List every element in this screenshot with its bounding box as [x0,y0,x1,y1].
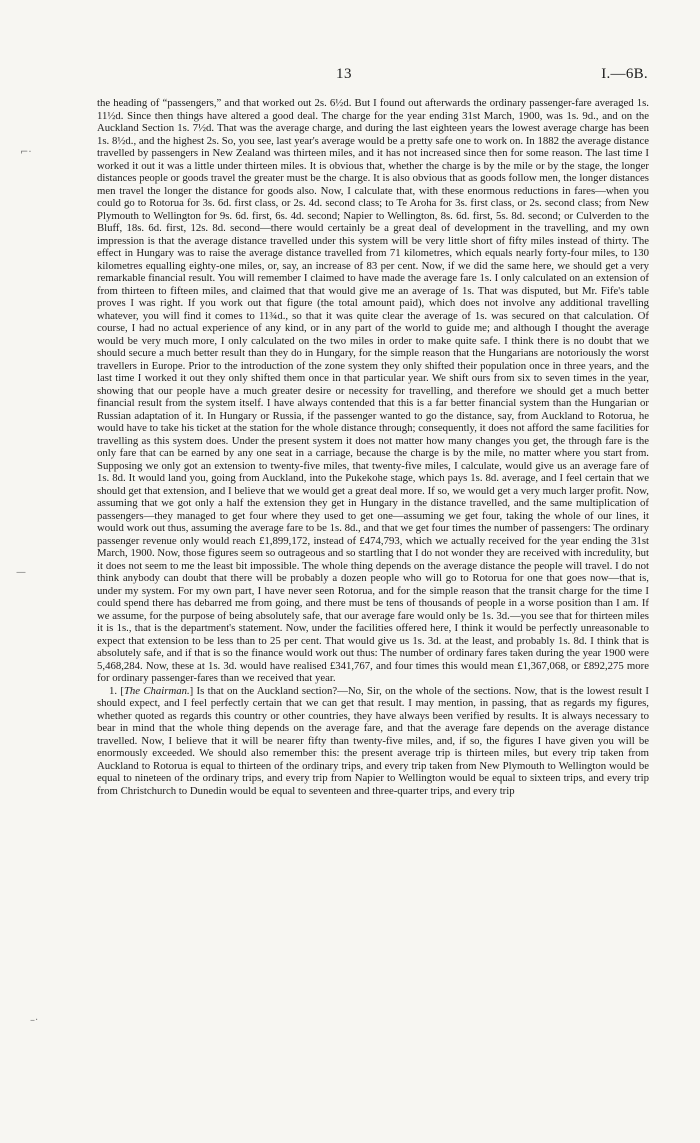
body-text [97,97,649,797]
question-number: 1. [109,684,118,697]
page-number: 13 [336,66,352,82]
page-header [0,66,700,88]
margin-tick-mark: — [16,567,26,578]
speaker-name: The Chairman. [123,684,190,697]
paragraph: 1. [The Chairman.] Is that on the Auckland section?—No, Sir, on the whole of the sections. Now, that is the lowest result I should expect, and I feel perfectly certain that we can get that result. I may mention, in passing, that as regards my figures, whether quoted as regards this country or other countries, they have always been verified by results. It is always necessary to bear in mind that the whole thing depends on the average fare, and that the average fare depends on the average distance travelled. Now, I believe that it will be nearer fifty than twenty-five miles, and, if so, the figures I have given you will be enormously exceeded. We should also remember this: the present average trip is thirteen miles, but every trip taken from Auckland to Rotorua is equal to thirteen of the ordinary trips, and every trip taken from New Plymouth to Wellington would be equal to nineteen of the ordinary trips, and every trip from Napier to Wellington would be equal to sixteen trips, and every trip from Christchurch to Dunedin would be equal to seventeen and three-quarter trips, and every trip [97,684,649,797]
document-reference: I.—6B. [601,66,648,82]
paragraph: the heading of “passengers,” and that worked out 2s. 6½d. But I found out afterwards the ordinary passenger-fare averaged 1s. 11½d. Since then things have altered a good deal. The charge for the year ending 31st March, 1900, was 1s. 9d., and on the Auckland Section 1s. 7½d. That was the average charge, and during the last eighteen years the lowest average charge has been 1s. 8½d., and the highest 2s. So, you see, last year's average would be a pretty safe one to work on. In 1882 the average distance travelled by passengers in New Zealand was thirteen miles, and it has not increased since then for some reason. The last time I worked it out it was a little under thirteen miles. It is obvious that, whether the charge is by the mile or by the stage, the longer distances people or goods travel the greater must be the charge. It is also obvious that as goods follow men, the longer distances men travel the longer the distance for goods also. Now, I calculate that, with these enormous reductions in fares—when you could go to Rotorua for 3s. 6d. first class, or 2s. 4d. second class; to Te Aroha for 3s. first class, or 2s. second class; from New Plymouth to Wellington for 9s. 6d. first, 6s. 4d. second; Napier to Wellington, 8s. 6d. first, 5s. 8d. second; or Culverden to the Bluff, 18s. 6d. first, 12s. 8d. second—there would certainly be a great deal of development in the travelling, and my own impression is that the average distance travelled under this system will be very little short of fifty miles instead of thirty. The effect in Hungary was to raise the average distance travelled from 71 kilometres, which equals nearly forty-four miles, to 130 kilometres equalling eighty-one miles, or, say, an increase of 83 per cent. Now, if we did the same here, we should get a very remarkable financial result. You will remember I claimed to have made the average fare 1s. I only calculated on an extension of from thirteen to fifteen miles, and claimed that that would give me an average of 1s. That was disputed, but Mr. Fife's table proves I was right. If you work out that figure (the total amount paid), which does not involve any additional travelling whatever, you will find it comes to 11¾d., so that it was quite clear the average of 1s. was secured on that calculation. Of course, I had no actual experience of any kind, or in any part of the world to guide me; and although I thought the average would be very much more, I only calculated on the two miles in order to make quite safe. I think there is no doubt that we should secure a much better result than they do in Hungary, for the simple reason that the Hungarians are notoriously the worst travellers in Europe. Prior to the introduction of the zone system they only shifted their population once in three years, and the last time I worked it out they only shifted them once in that particular year. We shift ours from six to seven times in the year, showing that our people have a much greater desire or necessity for travelling, and therefore we should get a much better financial result from the system itself. I have always contended that this is a far better financial system than the Hungarian or Russian adaptation of it. In Hungary or Russia, if the passenger wanted to go the distance, say, from Auckland to Rotorua, he would have to take his ticket at the station for the whole distance through; consequently, it does not afford the same facilities for travelling as this system does. Under the present system it does not matter how many changes you get, the through fare is the only fare that can be earned by any one seat in a carriage, because the charge is by the mile, no matter where you start from. Supposing we only got an extension to twenty-five miles, that twenty-five miles, I calculate, would give us an average fare of 1s. 8d. It would land you, going from Auckland, into the Pukekohe stage, which pays 1s. 8d. average, and I feel certain that we should get that extension, and I believe that we would get a great deal more. If so, we would get a very much larger profit. Now, assuming that we got only a half the extension they get in Hungary in the distance travelled, and the same multiplication of passengers—they managed to get four where they used to get one—assuming we get four, taking the whole of our lines, it would work out thus, assuming the average fare to be 1s. 8d., and that we get four times the number of passengers: The ordinary passenger revenue only would reach £1,899,172, instead of £474,793, which we actually received for the year ending the 31st March, 1900. Now, those figures seem so outrageous and so startling that I do not wonder they are received with incredulity, but it does not seem to me the least bit impossible. The whole thing depends on the average distance the people will travel. I do not think anybody can doubt that there will be probably a dozen people who will go to Rotorua for one that goes now—that is, under my system. For my own part, I have never seen Rotorua, and for the simple reason that the transit charge for the time I could spend there has debarred me from going, and there must be tens of thousands of people in a worse position than I am. If we assume, for the purpose of being absolutely safe, that our average fare would only be 1s. 3d.—you see that for thirteen miles it is 1s., that is the department's statement. Now, under the facilities offered here, I think it would be perfectly unreasonable to expect that extension to be less than to 25 per cent. That would give us 1s. 3d. at the least, and probably 1s. 8d. I think that is absolutely safe, and if that is so the finance would work out thus: The number of ordinary fares taken during the year 1900 were 5,468,284. Now, these at 1s. 3d. would have realised £341,767, and four times this would mean £1,367,068, or £892,275 more for ordinary passenger-fares than we received that year. [97,97,649,684]
margin-tick-mark: –· [30,1015,39,1026]
paragraph-text: ] Is that on the Auckland section?—No, Sir, on the whole of the sections. Now, that is the lowest result I should expect, and I feel perfectly certain that we can get that result. I may mention, in passing, that as regards my figures, whether quoted as regards this country or other countries, they have always been verified by results. It is always necessary to bear in mind that the whole thing depends on the average fare, and that the average fare depends on the average distance travelled. Now, I believe that it will be nearer fifty than twenty-five miles, and, if so, the figures I have given you will be enormously exceeded. We should also remember this: the present average trip is thirteen miles, but every trip taken from Auckland to Rotorua is equal to thirteen of the ordinary trips, and every trip taken from New Plymouth to Wellington would be equal to nineteen of the ordinary trips, and every trip from Napier to Wellington would be equal to sixteen trips, and every trip from Christchurch to Dunedin would be equal to seventeen and three-quarter trips, and every trip [97,684,649,797]
margin-tick-mark: ⌐· [20,147,32,158]
